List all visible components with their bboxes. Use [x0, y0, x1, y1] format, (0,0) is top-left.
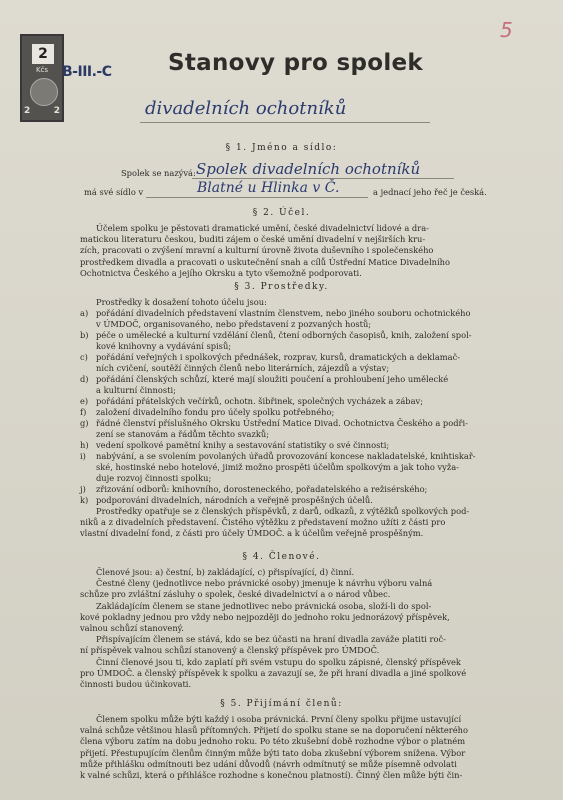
- text-line: přijetí. Přestupujícím členům činným může býti tato doba zkušební výborem snížena. Výbor: [80, 747, 466, 758]
- text-line: zích, pracovati o zvýšení mravní a kulturní úrovně života duševního i společenského: [80, 245, 434, 256]
- section-2-text: [80, 223, 518, 279]
- stamp-value: 2: [32, 44, 54, 64]
- stamp-corner-value-left: 2: [24, 106, 31, 116]
- section-3-intro: Prostředky k dosažení tohoto účelu jsou:: [96, 297, 267, 307]
- text-line: může přihlášku odmítnouti bez udání důvodů (návrh odmítnutý se může písemně odvolati: [80, 758, 457, 769]
- section-4-heading: § 4. Členové.: [242, 552, 321, 562]
- text-line: Ochotnictva Českého a jejího Okrsku a tyto všemožně podporovati.: [80, 267, 362, 278]
- lion-emblem-icon: [30, 78, 58, 106]
- subtitle-underline: [140, 122, 430, 123]
- list-item: j) zřizování odborů: knihovního, dorosteneckého, pořadatelského a režisérského;: [80, 484, 428, 494]
- list-item: d) pořádání členských schůzí, které mají sloužiti poučení a prohloubení jeho umělecké a kulturní činnosti;: [80, 374, 449, 396]
- list-item: c) pořádání veřejných i spolkových přednášek, rozprav, kursů, dramatických a deklamač- ních cvičení, soutěží činných členů nebo literárních, zájezdů a výstav;: [80, 352, 461, 374]
- seat-label: má své sídlo v: [84, 187, 144, 197]
- section-2-heading: § 2. Účel.: [252, 208, 311, 218]
- list-item: e) pořádání přátelských večírků, ochotn. šibřinek, společných vycházek a zábav;: [80, 396, 424, 406]
- list-item: h) vedení spolkové pamětní knihy a sestavování statistiky o své činnosti;: [80, 440, 390, 450]
- list-item: f) založení divadelního fondu pro účely spolku potřebného;: [80, 407, 335, 417]
- text-line: matickou literaturu českou, buditi zájem o české umění divadelní v nejširších kru-: [80, 234, 426, 245]
- seat-underline: [146, 197, 368, 198]
- document-title: Stanovy pro spolek: [168, 50, 423, 76]
- text-line: Členem spolku může býti každý i osoba právnická. První členy spolku přijme ustavující: [96, 714, 462, 724]
- section-5-text: [80, 714, 518, 781]
- section-1-heading: § 1. Jméno a sídlo:: [225, 143, 338, 153]
- list-item: b) péče o umělecké a kulturní vzdělání členů, čtení odborných časopisů, knih, založení spol- kové knihovny a vydávání spisů;: [80, 330, 472, 352]
- reference-stamp: B-III.-C: [62, 64, 112, 80]
- text-line: kové pokladny jednou pro vždy nebo nejpozději do jednoho roku jednorázový příspěvek,: [80, 611, 450, 622]
- text-line: Čestné členy (jednotlivce nebo právnické osoby) jmenuje k návrhu výboru valná: [96, 578, 433, 589]
- association-name-field: Spolek divadelních ochotníků: [196, 160, 421, 178]
- seat-field: Blatné u Hlinka v Č.: [197, 180, 340, 196]
- text-line: valnou schůzí stanovený.: [80, 623, 184, 634]
- text-line: Účelem spolku je pěstovati dramatické umění, české divadelnictví lidové a dra-: [96, 223, 429, 233]
- text-line: Členové jsou: a) čestní, b) zakládající, c) přispívající, d) činní.: [96, 567, 355, 577]
- text-line: valná schůze většinou hlasů přítomných. Přijetí do spolku stane se na doporučení některého: [80, 725, 468, 736]
- text-line: pro ÚMDOČ. a členský příspěvek k spolku a zavazují se, že při hraní divadla a jiné spolkové: [80, 667, 467, 678]
- section-3-heading: § 3. Prostředky.: [234, 282, 329, 292]
- revenue-stamp: [20, 34, 64, 122]
- stamp-currency: Kčs: [35, 66, 49, 74]
- list-item: a) pořádání divadelních představení vlastním členstvem, nebo jiného souboru ochotnického v ÚMDOČ, organisovaného, nebo představení z pozvaných hostů;: [80, 308, 471, 330]
- text-line: člena výboru zatím na dobu jednoho roku. Po této zkušební době rozhodne výbor o platném: [80, 736, 466, 747]
- text-line: vlastní divadelní fond, z části pro účely ÚMDOČ. a k účelům veřejně prospěšným.: [80, 528, 424, 539]
- text-line: ní příspěvek valnou schůzí stanovený a členský příspěvek pro ÚMDOČ.: [80, 645, 380, 656]
- list-item: i) nabývání, a se svolením povolaných úřadů provozování koncese nakladatelské, knihtiskař- ské, hostinské nebo hotelové, jimiž možno prospěti účelům spolkovým a jak toho vyža- duje rozvoj činnosti spolku;: [80, 451, 476, 484]
- list-item: g) řádné členství příslušného Okrsku Ústřední Matice Divad. Ochotnictva Českého a podři- zení se stanovám a řádům těchto svazků;: [80, 418, 468, 440]
- section-5-heading: § 5. Přijímání členů:: [220, 699, 343, 709]
- text-line: Zakládajícím členem se stane jednotlivec nebo právnická osoba, složí-li do spol-: [96, 600, 432, 611]
- text-line: k valné schůzi, která o přihlášce rozhodne s konečnou platností). Činný člen může býti čin-: [80, 770, 463, 781]
- page-number: 5: [500, 18, 513, 42]
- text-line: činnosti budou účinkovati.: [80, 679, 192, 690]
- text-line: niků a z divadelních představení. Čistého výtěžku z představení možno užíti z části pro: [80, 517, 446, 528]
- text-line: Prostředky opatřuje se z členských příspěvků, z darů, odkazů, z výtěžků spolkových pod-: [96, 506, 470, 516]
- text-line: prostředkem divadla a pracovati o uskutečnění snah a cílů Ústřední Matice Divadelního: [80, 256, 450, 267]
- handwritten-subtitle: divadelních ochotníků: [145, 98, 347, 119]
- section-3-closing: [80, 506, 518, 540]
- stamp-corner-value-right: 2: [53, 106, 60, 116]
- list-item: k) podporování divadelních, národních a veřejně prospěšných účelů.: [80, 495, 373, 505]
- text-line: Činní členové jsou ti, kdo zaplatí při svém vstupu do spolku zápisné, členský příspěvek: [96, 656, 461, 667]
- language-text: a jednací jeho řeč je česká.: [373, 187, 487, 197]
- text-line: schůze pro zvláštní zásluhy o spolek, české divadelnictví a o národ vůbec.: [80, 589, 391, 600]
- name-label: Spolek se nazývá:: [121, 168, 196, 178]
- text-line: Přispívajícím členem se stává, kdo se bez účasti na hraní divadla zaváže platiti roč-: [96, 634, 446, 645]
- section-4-text: [80, 567, 518, 690]
